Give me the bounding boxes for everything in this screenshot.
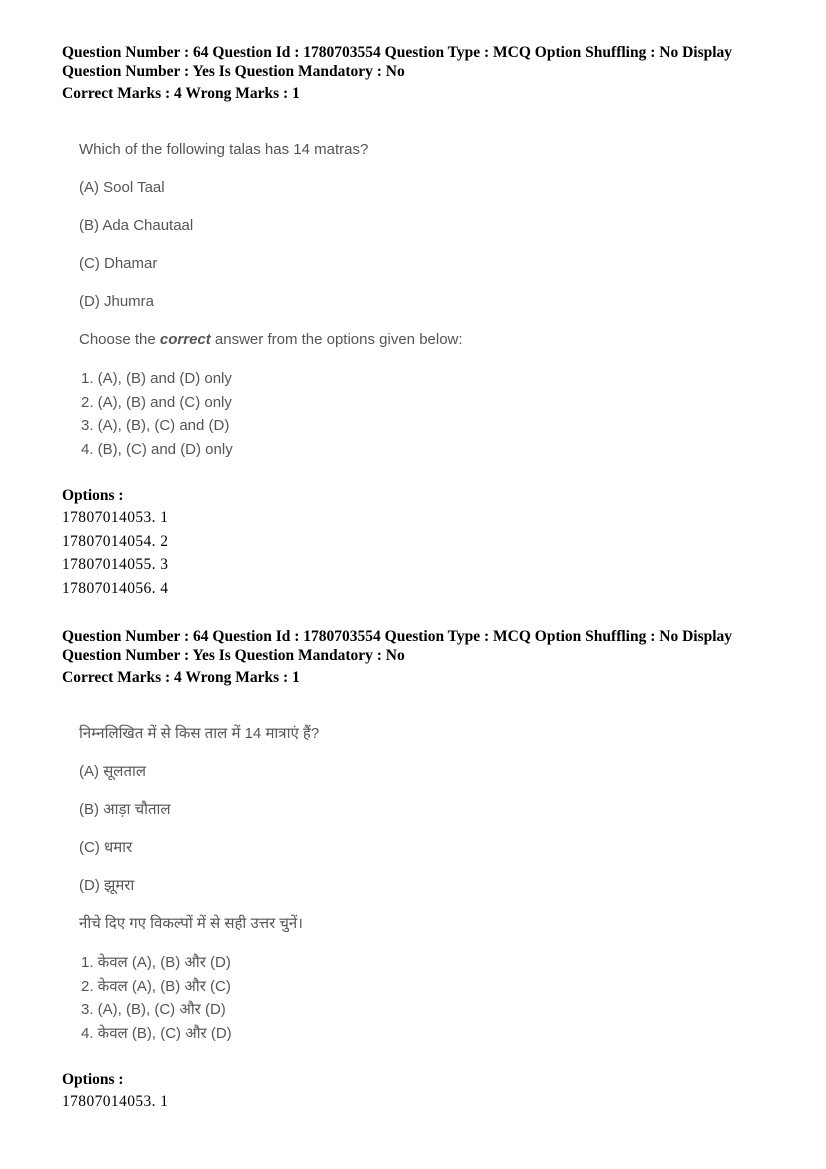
- numbered-option-1: 1. (A), (B) and (D) only: [81, 370, 232, 387]
- numbered-option-3: 3. (A), (B), (C) और (D): [81, 1001, 226, 1018]
- meta-line-1: Question Number : 64 Question Id : 1780703554 Question Type : MCQ Option Shuffling : No Display: [62, 628, 733, 645]
- meta-line-2: Question Number : Yes Is Question Mandatory : No: [62, 63, 405, 80]
- options-section-hindi: [62, 1069, 796, 1114]
- question-meta-english: [62, 43, 796, 103]
- option-id-1: 17807014053. 1: [62, 1093, 169, 1110]
- choice-c: (C) Dhamar: [79, 255, 158, 272]
- question-block-english: [62, 43, 796, 600]
- numbered-option-4: 4. (B), (C) and (D) only: [81, 440, 233, 458]
- instruction-prefix: Choose the: [79, 331, 160, 348]
- choice-c: (C) धमार: [79, 839, 133, 856]
- option-id-4: 17807014056. 4: [62, 579, 169, 597]
- options-label: Options :: [62, 1071, 124, 1088]
- option-id-3: 17807014055. 3: [62, 556, 169, 573]
- numbered-option-2: 2. केवल (A), (B) और (C): [81, 977, 231, 995]
- numbered-option-1: 1. केवल (A), (B) और (D): [81, 954, 231, 971]
- numbered-options-list: [81, 951, 796, 1045]
- choice-b: (B) आड़ा चौताल: [79, 801, 171, 818]
- option-id-2: 17807014054. 2: [62, 532, 169, 550]
- question-meta-hindi: [62, 627, 796, 687]
- choice-d: (D) झूमरा: [79, 877, 135, 894]
- question-body-english: [79, 103, 796, 461]
- question-body-hindi: [79, 687, 796, 1045]
- choice-a: (A) Sool Taal: [79, 179, 165, 196]
- instruction-emphasis: correct: [159, 331, 211, 348]
- instruction-suffix: answer from the options given below:: [210, 331, 463, 348]
- question-block-hindi: [62, 627, 796, 1114]
- numbered-option-3: 3. (A), (B), (C) and (D): [81, 417, 230, 434]
- numbered-option-4: 4. केवल (B), (C) और (D): [81, 1024, 232, 1042]
- question-text: Which of the following talas has 14 matras?: [79, 141, 369, 158]
- meta-line-2: Question Number : Yes Is Question Mandatory : No: [62, 647, 405, 664]
- choice-b: (B) Ada Chautaal: [79, 217, 194, 234]
- choice-d: (D) Jhumra: [79, 293, 155, 310]
- meta-line-marks: Correct Marks : 4 Wrong Marks : 1: [62, 669, 300, 686]
- numbered-option-2: 2. (A), (B) and (C) only: [81, 393, 232, 411]
- numbered-options-list: [81, 367, 796, 461]
- options-section-english: [62, 485, 796, 600]
- question-text: निम्नलिखित में से किस ताल में 14 मात्राएं हैं?: [79, 725, 320, 742]
- answer-instruction: [79, 329, 796, 350]
- meta-line-marks: Correct Marks : 4 Wrong Marks : 1: [62, 85, 300, 102]
- meta-line-1: Question Number : 64 Question Id : 1780703554 Question Type : MCQ Option Shuffling : No Display: [62, 44, 733, 61]
- options-label: Options :: [62, 487, 124, 504]
- option-id-1: 17807014053. 1: [62, 509, 169, 526]
- answer-instruction: नीचे दिए गए विकल्पों में से सही उत्तर चुनें।: [79, 915, 303, 932]
- choice-a: (A) सूलताल: [79, 763, 147, 780]
